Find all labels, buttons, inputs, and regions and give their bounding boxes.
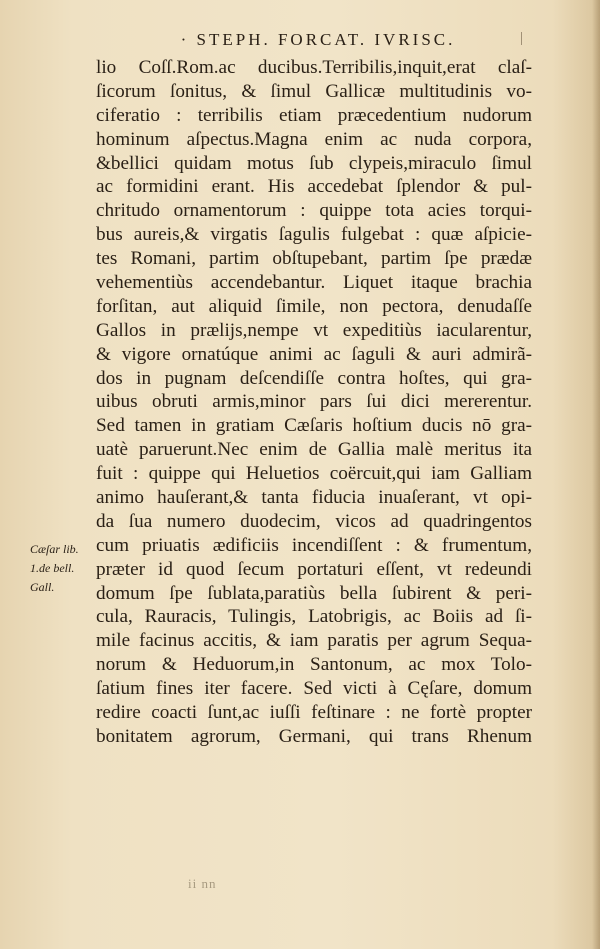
text-line: ciferatio : terribilis etiam præcedentium nudorum — [96, 104, 532, 126]
text-line: domum ſpe ſublata,paratiùs bella ſubirent & peri- — [96, 582, 532, 604]
text-line: cum priuatis ædificiis incendiſſent : & frumentum, — [96, 534, 532, 556]
text-line: cula, Rauracis, Tulingis, Latobrigis, ac Boiis ad ſi- — [96, 606, 532, 628]
text-line: da ſua numero duodecim, vicos ad quadringentos — [96, 510, 532, 532]
text-line: Sed tamen in gratiam Cæſaris hoſtium ducis nō gra- — [96, 415, 532, 437]
text-line: forſitan, aut aliquid ſimile, non pectora, denudaſſe — [96, 295, 532, 317]
text-line: &bellici quidam motus ſub clypeis,miraculo ſimul — [96, 152, 532, 174]
text-line: & vigore ornatúque animi ac ſaguli & auri admirã- — [96, 343, 532, 365]
marginal-note-line: 1.de bell. — [30, 561, 75, 575]
text-line: mile facinus accitis, & iam paratis per agrum Sequa- — [96, 630, 532, 652]
page-edge-shadow — [592, 0, 600, 949]
marginal-note-line: Gall. — [30, 580, 55, 594]
text-line: Gallos in prælijs,nempe vt expeditiùs iacularentur, — [96, 319, 532, 341]
text-line: dos in pugnam deſcendiſſe contra hoſtes, qui gra- — [96, 367, 532, 389]
text-line: ac formidini erant. His accedebat ſplendor & pul- — [96, 176, 532, 198]
text-line: vehementiùs accendebantur. Liquet itaque brachia — [96, 272, 532, 294]
text-line: hominum aſpectus.Magna enim ac nuda corpora, — [96, 128, 532, 150]
text-line: bonitatem agrorum, Germani, qui trans Rhenum — [96, 725, 532, 747]
text-line: bus aureis,& virgatis ſagulis fulgebat : quæ aſpicie- — [96, 224, 532, 246]
text-line: animo hauſerant,& tanta fiducia inuaſerant, vt opi- — [96, 487, 532, 509]
text-line: ſicorum ſonitus, & ſimul Gallicæ multitudinis vo- — [96, 80, 532, 102]
text-line: chritudo ornamentorum : quippe tota acies torqui- — [96, 200, 532, 222]
text-line: fuit : quippe qui Heluetios coërcuit,qui iam Galliam — [96, 463, 532, 485]
text-line: uibus obruti armis,minor pars ſui dici mererentur. — [96, 391, 532, 413]
text-line: lio Coſſ.Rom.ac ducibus.Terribilis,inquit,erat claſ- — [96, 57, 532, 78]
body-text — [96, 56, 532, 749]
marginal-note — [30, 540, 94, 597]
marginal-note-line: Cæſar lib. — [30, 542, 79, 556]
running-head: · STEPH. FORCAT. IVRISC. — [180, 30, 456, 49]
text-line: uatè paruerunt.Nec enim de Gallia malè meritus ita — [96, 439, 532, 461]
text-line: redire coacti ſunt,ac iuſſi feſtinare : ne fortè propter — [96, 702, 532, 724]
footer-trace: ii nn — [188, 876, 217, 891]
text-line: ſatium fines iter facere. Sed victi à Cęſare, domum — [96, 678, 532, 700]
text-line: præter id quod ſecum portaturi eſſent, vt redeundi — [96, 558, 532, 580]
text-line: tes Romani, partim obſtupebant, partim ſpe prædæ — [96, 248, 532, 270]
folio-mark: | — [520, 30, 524, 46]
text-line: norum & Heduorum,in Santonum, ac mox Tolo- — [96, 654, 532, 676]
